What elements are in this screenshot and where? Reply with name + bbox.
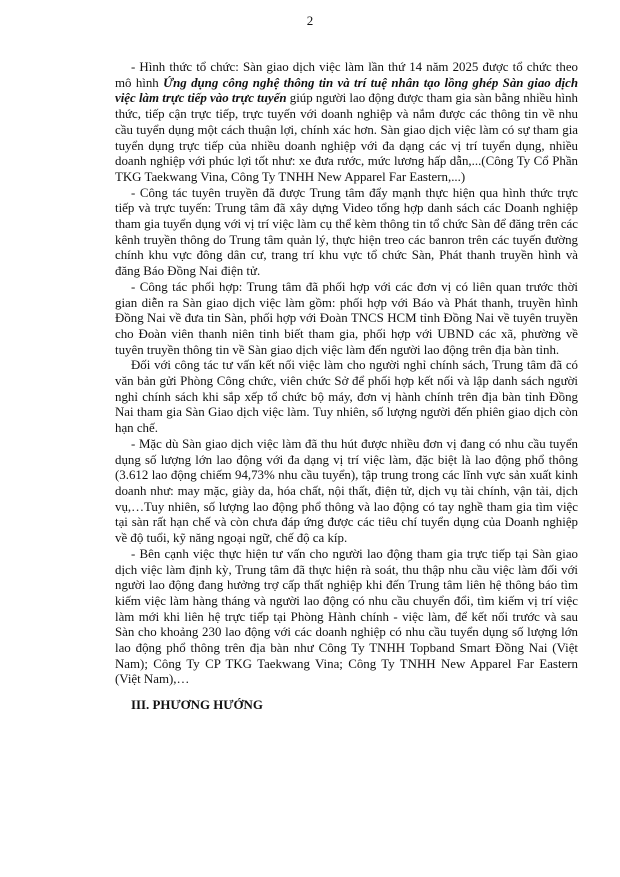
- paragraph-communication: - Công tác tuyên truyền đã được Trung tâm đẩy mạnh thực hiện qua hình thức trực tiếp và trực tuyến: Trung tâm đã xây dựng Video tổng hợp danh sách các Doanh nghiệp tham gia tuyển dụng với vị trí việc làm cụ thể kèm thông tin tổ chức Sàn để đăng trên các kênh truyền thông do Trung tâm quản lý, thực hiện treo các banron trên các tuyến đường chính khu vực đông dân cư, trang trí khu vực tổ chức Sàn, Phát thanh truyền hình và đăng Báo Đồng Nai điện tử.: [115, 185, 578, 279]
- paragraph-lead: - Hình thức tổ chức: Sàn giao dịch việc làm lần thứ 14 năm 2025 được tổ chức theo mô hình: [115, 60, 578, 90]
- paragraph-organization-format: [115, 60, 578, 186]
- paragraph-rest: giúp người lao động được tham gia sàn bằng nhiều hình thức, tiếp cận trực tiếp, trực tuyến với doanh nghiệp và nắm được các thông tin về nhu cầu tuyển dụng một cách thuận lợi, chính xác hơn. Sàn giao dịch việc làm có sự tham gia tuyển dụng trực tiếp của nhiều doanh nghiệp với đa dạng các vị trí tuyển dụng, nhiều doanh nghiệp với phúc lợi tốt như: xe đưa rước, mức lương hấp dẫn,...(Công Ty Cổ Phần TKG Taekwang Vina, Công Ty TNHH New Apparel Far Eastern,...): [115, 91, 578, 184]
- page-number: 2: [306, 13, 314, 28]
- paragraph-policy-consulting: Đối với công tác tư vấn kết nối việc làm cho người nghỉ chính sách, Trung tâm đã có văn bản gửi Phòng Công chức, viên chức Sở để phối hợp kết nối và lập danh sách người nghỉ chính sách khi sắp xếp tổ chức bộ máy, đơn vị hành chính trên địa bàn tỉnh Đồng Nai tham gia Sàn Giao dịch việc làm. Tuy nhiên, số lượng người đến phiên giao dịch còn hạn chế.: [115, 358, 578, 436]
- model-name-emphasis: Ứng dụng công nghệ thông tin và trí tuệ nhân tạo lồng ghép Sàn giao dịch việc làm trực tiếp vào trực tuyến: [115, 75, 578, 106]
- paragraph-unemployment-connection: - Bên cạnh việc thực hiện tư vấn cho người lao động tham gia trực tiếp tại Sàn giao dịch việc làm định kỳ, Trung tâm đã thực hiện rà soát, thu thập nhu cầu việc làm đối với người lao động đang hưởng trợ cấp thất nghiệp khi đến Trung tâm liên hệ thông báo tìm kiếm việc làm hàng tháng và người lao động có nhu cầu chuyển đổi, tìm kiếm vị trí việc làm mới khi liên hệ trực tiếp tại Phòng Hành chính - việc làm, để kết nối trước và sau Sàn cho khoảng 230 lao động với các doanh nghiệp có nhu cầu tuyển dụng số lượng lớn lao động phổ thông trên địa bàn như Công Ty TNHH Topband Smart Đồng Nai (Việt Nam); Công Ty CP TKG Taekwang Vina; Công Ty TNHH New Apparel Far Eastern (Việt Nam),…: [115, 546, 578, 687]
- section-heading-direction: III. PHƯƠNG HƯỚNG: [131, 698, 263, 713]
- document-body: [115, 60, 578, 714]
- paragraph-coordination: - Công tác phối hợp: Trung tâm đã phối hợp với các đơn vị có liên quan trước thời gian diễn ra Sàn giao dịch việc làm gồm: phối hợp với Báo và Phát thanh, truyền hình Đồng Nai về đưa tin Sàn, phối hợp với Đoàn TNCS HCM tỉnh Đồng Nai về tuyên truyền cho Đoàn viên thanh niên tinh biết tham gia, phối hợp với UBND các xã, phường về tuyên truyền thông tin về Sàn giao dịch việc làm đến người lao động trên địa bàn tỉnh.: [115, 279, 578, 357]
- paragraph-limitations: - Mặc dù Sàn giao dịch việc làm đã thu hút được nhiều đơn vị đang có nhu cầu tuyển dụng số lượng lớn lao động với đa dạng vị trí việc làm, đặc biệt là lao động phổ thông (3.612 lao động chiếm 94,73% nhu cầu tuyển), tập trung trong các lĩnh vực sản xuất kinh doanh như: may mặc, giày da, hóa chất, nội thất, điện tử, dịch vụ tài chính, vận tải, dịch vụ,…Tuy nhiên, số lượng lao động phổ thông và lao động có tay nghề tham gia tìm việc tại sàn rất hạn chế và còn chưa đáp ứng được các tiêu chí tuyển dụng của Doanh nghiệp về độ tuổi, kỹ năng ngoại ngữ, chế độ ca kíp.: [115, 436, 578, 546]
